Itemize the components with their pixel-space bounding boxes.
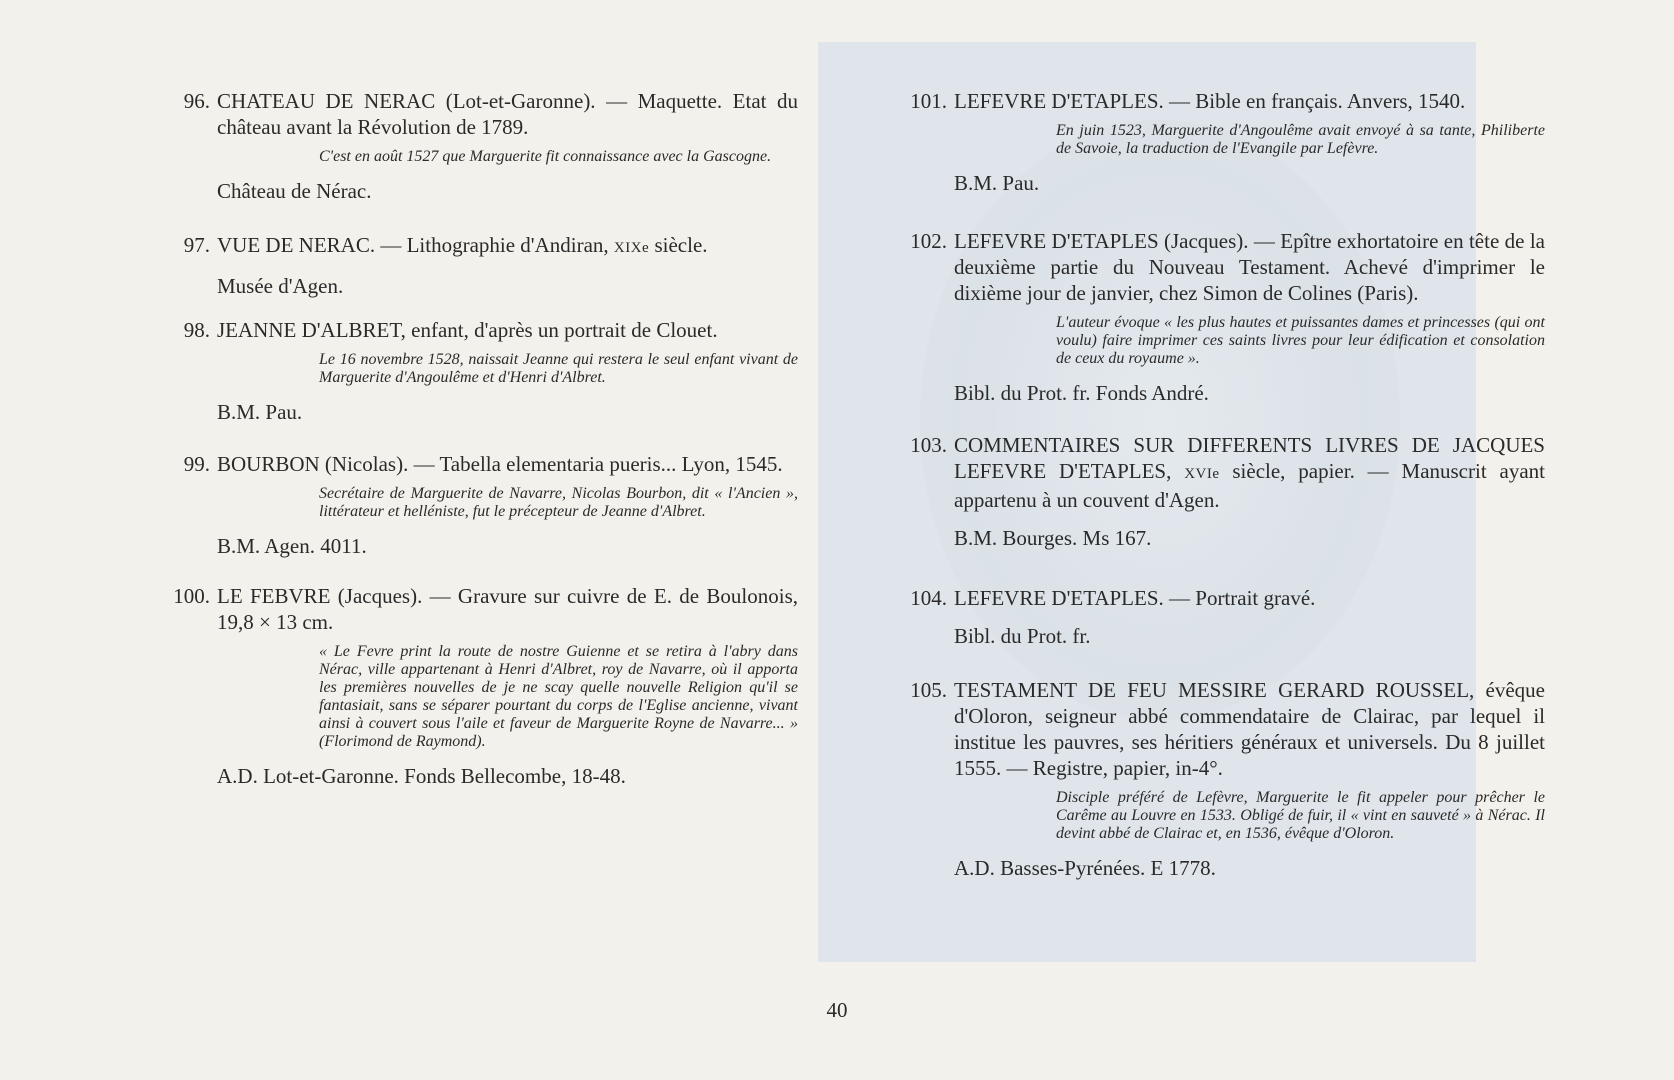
entry-source: Bibl. du Prot. fr. [954,624,1091,648]
catalog-entry-104 [897,585,1545,649]
entry-number: 101. [910,89,947,113]
entry-note: Disciple préféré de Lefèvre, Marguerite le fit appeler pour prêcher le Carême au Louvre en 1533. Obligé de fuir, il « vint en sauveté » à Nérac. Il devint abbé de Clairac et, en 1536, évêque d'Oloron. [1056,789,1545,842]
catalog-entry-97 [160,232,798,299]
entry-source: B.M. Agen. 4011. [217,534,367,558]
entry-title: JEANNE D'ALBRET, enfant, d'après un portrait de Clouet. [217,318,718,342]
entry-source: A.D. Lot-et-Garonne. Fonds Bellecombe, 18-48. [217,764,626,788]
entry-number: 96. [183,89,210,113]
entry-source: B.M. Pau. [954,171,1040,195]
entry-title: LEFEVRE D'ETAPLES (Jacques). — Epître exhortatoire en tête de la deuxième partie du Nouveau Testament. Achevé d'imprimer le dixième jour de janvier, chez Simon de Colines (Paris). [954,229,1545,305]
page-number: 40 [826,998,848,1022]
century-smallcaps: XIXe [613,240,650,256]
right-column [897,88,1545,881]
entry-title: LE FEBVRE (Jacques). — Gravure sur cuivre de E. de Boulonois, 19,8 × 13 cm. [217,584,798,634]
entry-source: Château de Nérac. [217,179,372,203]
catalog-entry-98 [160,317,798,425]
entry-number: 104. [910,586,947,610]
entry-title: VUE DE NERAC. — Lithographie d'Andiran, XIXe siècle. [217,233,708,257]
entry-note: C'est en août 1527 que Marguerite fit connaissance avec la Gascogne. [319,148,772,165]
entry-number: 105. [910,678,947,702]
entry-note: « Le Fevre print la route de nostre Guienne et se retira à l'abry dans Nérac, ville appartenant à Henri d'Albret, roy de Navarre, où il apporta les premières nouvelles de je ne scay quelle nouvelle Religion qu'il se fantasiait, sans se séparer pourtant du corps de l'Eglise ancienne, vivant ainsi à couvert sous l'aile et faveur de Marguerite Royne de Navarre... » (Florimond de Raymond). [319,643,798,750]
entry-note: L'auteur évoque « les plus hautes et puissantes dames et princesses (qui ont voulu) faire imprimer ces saints livres pour leur édification et consolation de ceux du royaume ». [1056,314,1545,367]
entry-number: 103. [910,433,947,457]
entry-title: COMMENTAIRES SUR DIFFERENTS LIVRES DE JACQUES LEFEVRE D'ETAPLES, XVIe siècle, papier. — Manuscrit ayant appartenu à un couvent d'Agen. [954,433,1545,512]
catalog-entry-96 [160,88,798,204]
entry-note: Le 16 novembre 1528, naissait Jeanne qui restera le seul enfant vivant de Marguerite d'Angoulême et d'Henri d'Albret. [319,351,798,386]
left-column [160,88,798,789]
entry-source: A.D. Basses-Pyrénées. E 1778. [954,856,1216,880]
entry-number: 98. [183,318,210,342]
entry-note: Secrétaire de Marguerite de Navarre, Nicolas Bourbon, dit « l'Ancien », littérateur et helléniste, fut le précepteur de Jeanne d'Albret. [319,485,798,520]
entry-note: En juin 1523, Marguerite d'Angoulême avait envoyé à sa tante, Philiberte de Savoie, la traduction de l'Evangile par Lefèvre. [1056,122,1545,157]
entry-title: LEFEVRE D'ETAPLES. — Portrait gravé. [954,586,1316,610]
entry-title: CHATEAU DE NERAC (Lot-et-Garonne). — Maquette. Etat du château avant la Révolution de 1789. [217,89,798,139]
entry-source: B.M. Bourges. Ms 167. [954,526,1152,550]
catalog-entry-100 [160,583,798,789]
catalog-entry-101 [897,88,1545,196]
entry-source: Bibl. du Prot. fr. Fonds André. [954,381,1209,405]
entry-title: LEFEVRE D'ETAPLES. — Bible en français. Anvers, 1540. [954,89,1466,113]
century-smallcaps: XVIe [1184,466,1220,482]
catalog-entry-102 [897,228,1545,406]
entry-source: Musée d'Agen. [217,274,344,298]
entry-number: 97. [183,233,210,257]
entry-number: 102. [910,229,947,253]
catalog-entry-105 [897,677,1545,881]
entry-source: B.M. Pau. [217,400,303,424]
entry-number: 100. [173,584,210,608]
entry-number: 99. [183,452,210,476]
catalog-entry-103 [897,432,1545,551]
entry-title: BOURBON (Nicolas). — Tabella elementaria pueris... Lyon, 1545. [217,452,783,476]
entry-title: TESTAMENT DE FEU MESSIRE GERARD ROUSSEL, évêque d'Oloron, seigneur abbé commendataire de Clairac, par lequel il institue les pauvres, ses héritiers généraux et universels. Du 8 juillet 1555. — Registre, papier, in-4°. [954,678,1545,780]
catalog-entry-99 [160,451,798,559]
